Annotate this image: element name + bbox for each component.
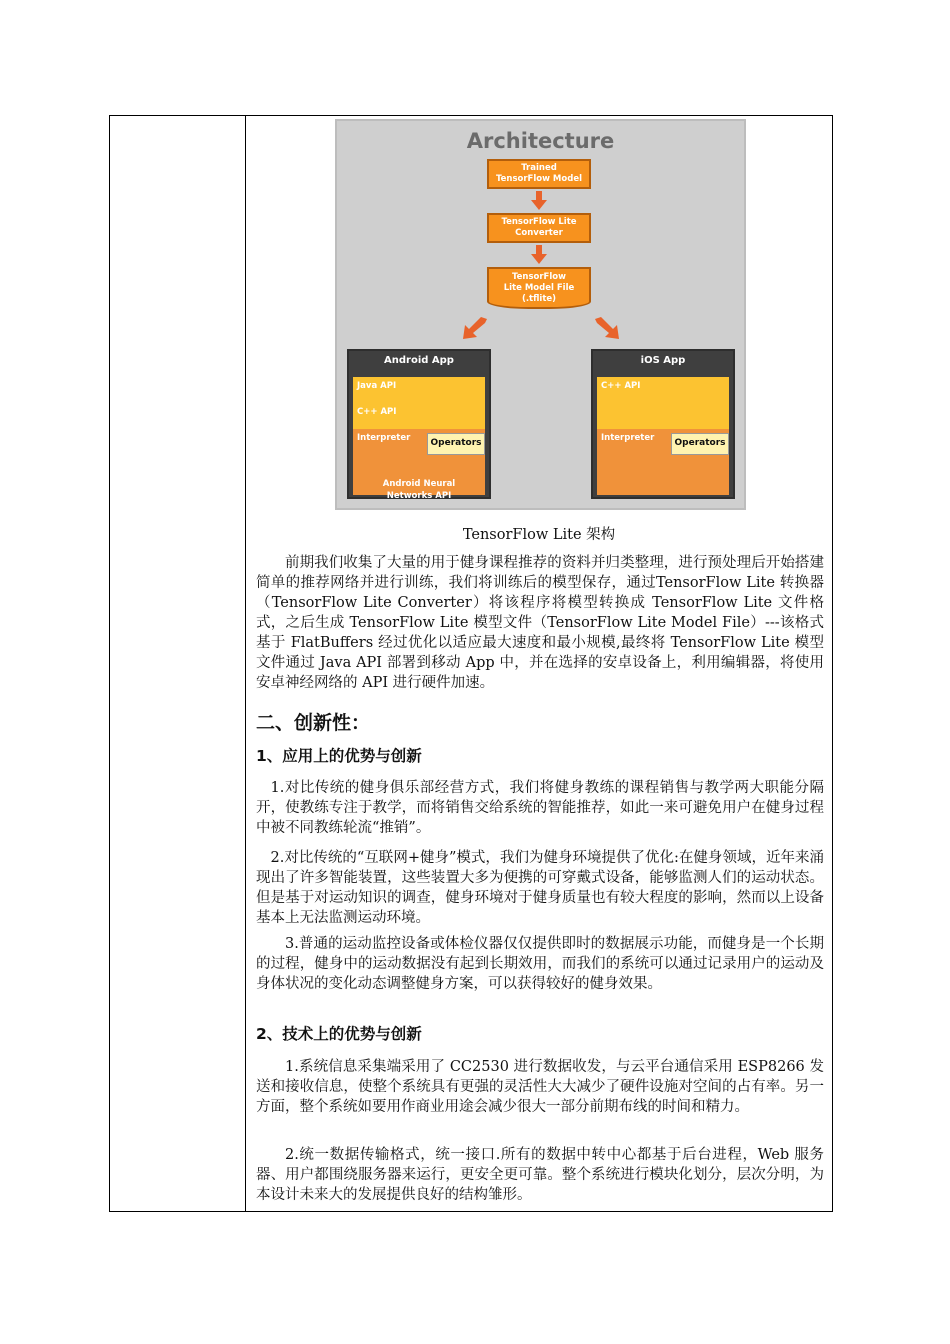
- android-app-title: Android App: [384, 355, 454, 366]
- ios-operators-box: [671, 433, 729, 455]
- ios-cpp-api-label: C++ API: [601, 381, 641, 391]
- arrow-down-right-icon: [593, 317, 621, 341]
- android-operators-box: [427, 433, 485, 455]
- table-left-column: [110, 116, 246, 1211]
- android-nn-api-label: Android Neural Networks API: [382, 479, 456, 501]
- intro-paragraph: 前期我们收集了大量的用于健身课程推荐的资料并归类整理，进行预处理后开始搭建简单的推荐网络并进行训练，我们将训练后的模型保存，通过TensorFlow Lite 转换器（TensorFlow Lite Converter）将该程序将模型转换成 TensorFlow Lite 文件格式，之后生成 TensorFlow Lite 模型文件（TensorFlow Lite Model File）---该格式基于 FlatBuffers 经过优化以适应最大速度和最小规模,最终将 TensorFlow Lite 模型文件通过 Java API 部署到移动 App 中，并在选择的安卓设备上，利用编辑器，将使用安卓神经网络的 API 进行硬件加速。: [256, 555, 824, 691]
- arrow-down-left-icon: [461, 317, 489, 341]
- android-operators-label: Operators: [430, 438, 482, 448]
- figure-title: Architecture: [466, 129, 615, 153]
- ios-app-title: iOS App: [640, 355, 686, 366]
- content-table: [109, 115, 833, 1212]
- android-nn-api-layer: [353, 461, 485, 501]
- application-paragraph-1: 1.对比传统的健身俱乐部经营方式，我们将健身教练的课程销售与教学两大职能分隔开，使教练专注于教学，而将销售交给系统的智能推荐，如此一来可避免用户在健身过程中被不同教练轮流“推销”。: [256, 780, 824, 836]
- ios-operators-label: Operators: [674, 438, 726, 448]
- table-right-column: [246, 116, 832, 1211]
- technical-paragraph-2: 2.统一数据传输格式，统一接口.所有的数据中转中心都基于后台进程，Web 服务器、用户都围绕服务器来运行，更安全更可靠。整个系统进行模块化划分，层次分明，为本设计未来大的发展提供良好的结构雏形。: [256, 1147, 824, 1203]
- arrow-down-icon: [531, 245, 547, 265]
- trained-model-label: Trained TensorFlow Model: [495, 163, 582, 184]
- figure-caption: TensorFlow Lite 架构: [462, 527, 616, 543]
- android-app-panel: [347, 349, 491, 499]
- android-java-api-label: Java API: [357, 381, 397, 391]
- application-paragraph-2: 2.对比传统的“互联网+健身”模式，我们为健身环境提供了优化:在健身领域，近年来涌现出了许多智能装置，这些装置大多为便携的可穿戴式设备，能够监测人们的运动状态。但是基于对运动知识的调查，健身环境对于健身质量也有较大程度的影响，然而以上设备基本上无法监测运动环境。: [256, 850, 824, 926]
- android-cpp-api-label: C++ API: [357, 407, 397, 417]
- ios-interpreter-label: Interpreter: [601, 433, 655, 443]
- trained-model-box: [487, 159, 591, 189]
- android-interpreter-label: Interpreter: [357, 433, 411, 443]
- ios-cpp-api-layer: [597, 377, 729, 429]
- architecture-figure: [335, 119, 746, 510]
- application-paragraph-3: 3.普通的运动监控设备或体检仪器仅仅提供即时的数据展示功能，而健身是一个长期的过程，健身中的运动数据没有起到长期效用，而我们的系统可以通过记录用户的运动及身体状况的变化动态调整健身方案，可以获得较好的健身效果。: [256, 936, 824, 992]
- model-file-label: TensorFlow Lite Model File (.tflite): [503, 271, 575, 304]
- subsection-2-title: 2、技术上的优势与创新: [256, 1025, 422, 1043]
- technical-paragraph-1: 1.系统信息采集端采用了 CC2530 进行数据收发，与云平台通信采用 ESP8266 发送和接收信息，使整个系统具有更强的灵活性大大减少了硬件设施对空间的占有率。另一方面，整个系统如要用作商业用途会减少很大一部分前期布线的时间和精力。: [256, 1059, 824, 1115]
- converter-label: TensorFlow Lite Converter: [501, 217, 577, 238]
- converter-box: [487, 213, 591, 243]
- android-cpp-api-layer: [353, 403, 485, 429]
- android-java-api-layer: [353, 377, 485, 403]
- arrow-down-icon: [531, 191, 547, 211]
- ios-app-panel: [591, 349, 735, 499]
- section-title: 二、创新性：: [256, 712, 371, 734]
- subsection-1-title: 1、应用上的优势与创新: [256, 747, 422, 765]
- model-file-box: [487, 267, 591, 309]
